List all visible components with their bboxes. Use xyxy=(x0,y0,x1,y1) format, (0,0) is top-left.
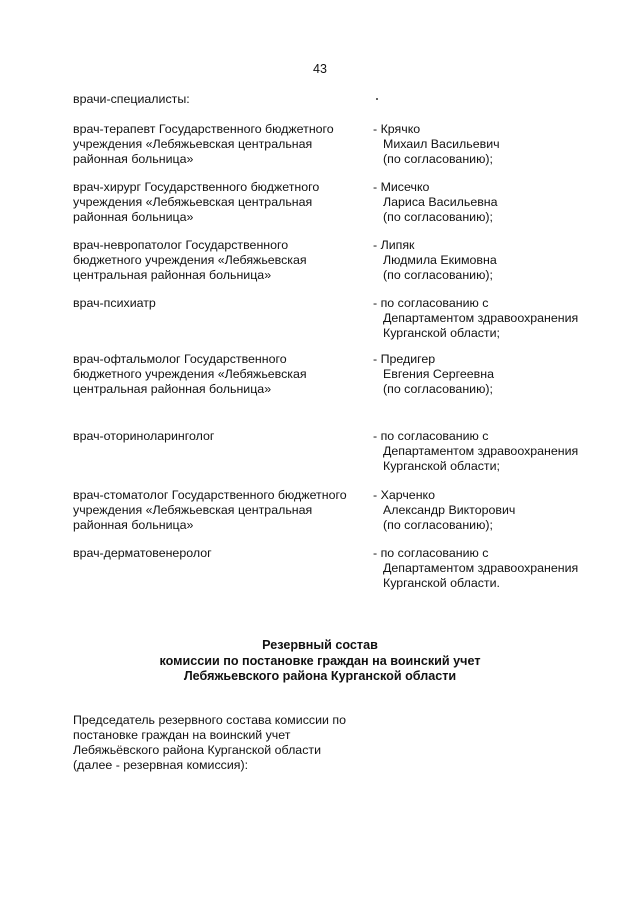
chairperson-paragraph xyxy=(73,713,393,773)
entry-person xyxy=(373,238,603,283)
entry-role: врач-хирург Государственного бюджетного учреждения «Лебяжьевская центральная районная больница» xyxy=(73,180,320,224)
entry-role: врач-стоматолог Государственного бюджетного учреждения «Лебяжьевская центральная районная больница» xyxy=(73,488,347,532)
entry-person xyxy=(373,429,603,474)
entry-role: врач-невропатолог Государственного бюджетного учреждения «Лебяжьевская центральная районная больница» xyxy=(73,238,307,282)
entry-person xyxy=(373,122,603,167)
section-heading-line: Лебяжьевского района Курганской области xyxy=(183,669,457,683)
entry-role: врач-офтальмолог Государственного бюджетного учреждения «Лебяжьевская центральная районная больница» xyxy=(73,352,307,396)
chairperson-line: Лебяжьёвского района Курганской области xyxy=(73,743,321,757)
chairperson-line: постановке граждан на воинский учет xyxy=(73,728,291,742)
entry-person-line: - по согласованию с xyxy=(373,429,489,443)
entry-person-line: (по согласованию); xyxy=(383,518,493,532)
entry-role: врач-терапевт Государственного бюджетного учреждения «Лебяжьевская центральная районная больница» xyxy=(73,122,334,166)
entry-person-line: (по согласованию); xyxy=(383,152,493,166)
stray-mark xyxy=(376,98,378,100)
intro-label: врачи-специалисты: xyxy=(73,92,190,106)
entry-person-line: Департаментом здравоохранения xyxy=(383,444,579,458)
entry-person-line: Департаментом здравоохранения xyxy=(383,561,579,575)
entry-person-line: (по согласованию); xyxy=(383,210,493,224)
entry-person-line: (по согласованию); xyxy=(383,382,493,396)
entry-person-line: Курганской области; xyxy=(383,459,500,473)
entry-role: врач-дерматовенеролог xyxy=(73,546,212,560)
entry-person xyxy=(373,352,603,397)
entry-person-line: Михаил Васильевич xyxy=(383,137,500,151)
entry-person-line: Евгения Сергеевна xyxy=(383,367,494,381)
entry-person-line: Департаментом здравоохранения xyxy=(383,311,579,325)
entry-person xyxy=(373,296,603,341)
chairperson-line: Председатель резервного состава комиссии по xyxy=(73,713,346,727)
entry-person-line: - по согласованию с xyxy=(373,546,489,560)
section-heading-line: Резервный состав xyxy=(262,638,378,652)
entry-person xyxy=(373,488,603,533)
entry-person-line: (по согласованию); xyxy=(383,268,493,282)
entry-person xyxy=(373,546,603,591)
entry-person-line: - Мисечко xyxy=(373,180,430,194)
entry-person-line: - Предигер xyxy=(373,352,436,366)
entry-person-line: Александр Викторович xyxy=(383,503,516,517)
entry-person-line: - Харченко xyxy=(373,488,435,502)
entry-person-line: Лариса Васильевна xyxy=(383,195,498,209)
section-heading xyxy=(0,638,640,685)
page-number: 43 xyxy=(313,62,327,76)
entry-person xyxy=(373,180,603,225)
entry-person-line: - по согласованию с xyxy=(373,296,489,310)
entry-person-line: Курганской области; xyxy=(383,326,500,340)
entry-person-line: - Крячко xyxy=(373,122,421,136)
entry-person-line: Курганской области. xyxy=(383,576,500,590)
entry-person-line: - Липяк xyxy=(373,238,415,252)
entry-role: врач-психиатр xyxy=(73,296,156,310)
section-heading-line: комиссии по постановке граждан на воинский учет xyxy=(159,653,481,668)
entry-role: врач-оториноларинголог xyxy=(73,429,215,443)
entry-person-line: Людмила Екимовна xyxy=(383,253,497,267)
chairperson-line: (далее - резервная комиссия): xyxy=(73,758,249,772)
